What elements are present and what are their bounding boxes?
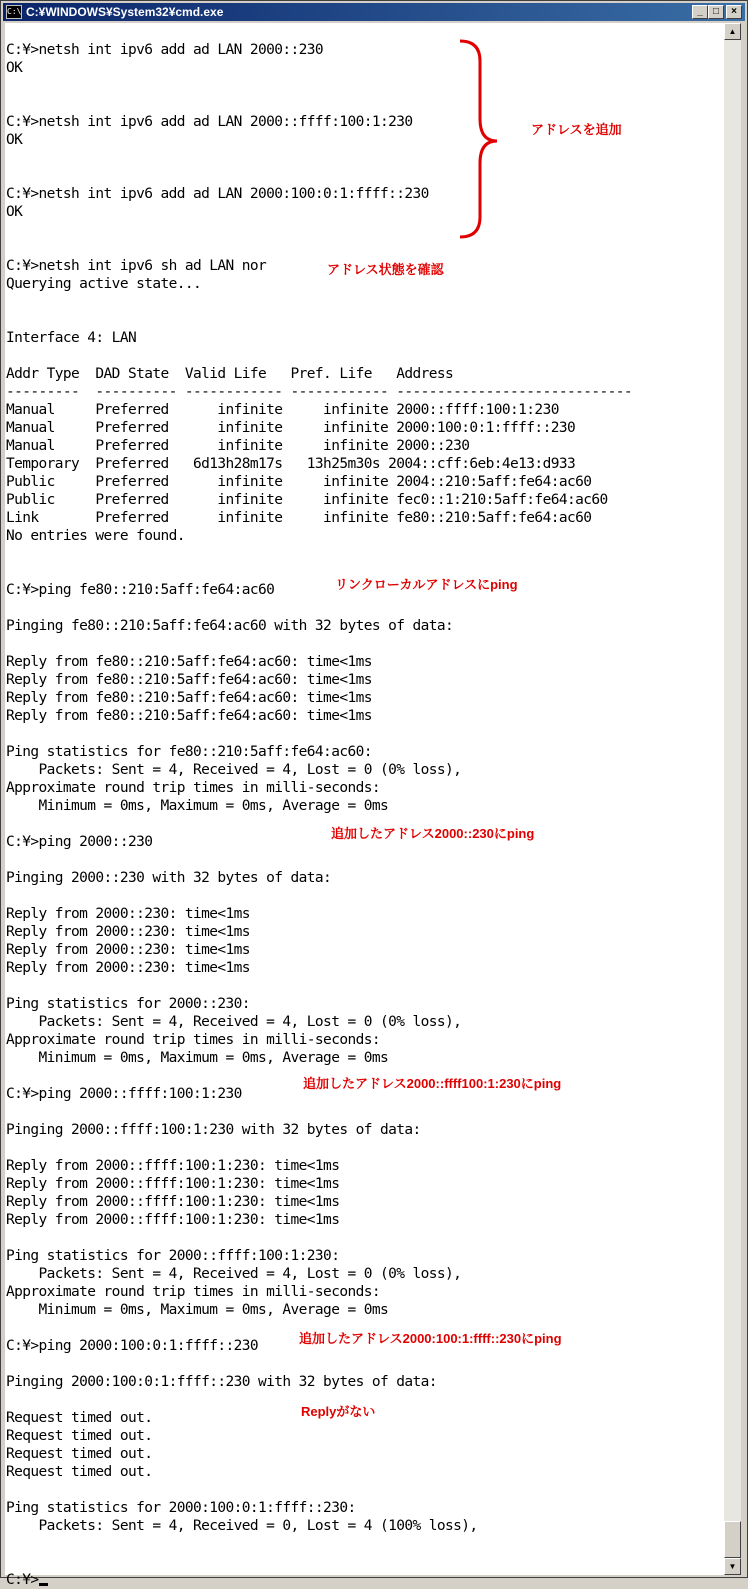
console-line: Manual Preferred infinite infinite 2000::ffff:100:1:230 [6,402,559,418]
console-line: Reply from 2000::230: time<1ms [6,924,250,940]
console-line: Pinging 2000::230 with 32 bytes of data: [6,870,332,886]
brace-annotation-icon [455,39,495,239]
scroll-down-button[interactable] [724,1558,741,1575]
arrow-up-icon: ▲ [728,27,737,36]
console-line: Temporary Preferred 6d13h28m17s 13h25m30s 2004::cff:6eb:4e13:d933 [6,456,576,472]
annotation-add-address: アドレスを追加 [531,122,622,137]
console-line: Packets: Sent = 4, Received = 4, Lost = 0 (0% loss), [6,1014,462,1030]
console-line: Approximate round trip times in milli-seconds: [6,780,380,796]
window-title: C:¥WINDOWS¥System32¥cmd.exe [26,5,224,19]
console-line: Packets: Sent = 4, Received = 4, Lost = 0 (0% loss), [6,762,462,778]
annotation-ping-linklocal: リンクローカルアドレスにping [335,577,518,592]
console-line: --------- ---------- ------------ ------------ ----------------------------- [6,384,632,400]
console-line: Reply from fe80::210:5aff:fe64:ac60: time<1ms [6,654,372,670]
console-line: Public Preferred infinite infinite fec0::1:210:5aff:fe64:ac60 [6,492,608,508]
scroll-thumb[interactable] [724,1521,741,1558]
text-cursor [39,1583,48,1586]
title-bar[interactable] [3,3,745,21]
cmd-icon[interactable]: C:\ [6,5,22,19]
console-line: C:¥>netsh int ipv6 add ad LAN 2000:100:0:1:ffff::230 [6,186,429,202]
console-line: Reply from 2000::230: time<1ms [6,906,250,922]
console-line: Pinging 2000::ffff:100:1:230 with 32 bytes of data: [6,1122,421,1138]
console-line: Pinging fe80::210:5aff:fe64:ac60 with 32 bytes of data: [6,618,454,634]
console-line: Minimum = 0ms, Maximum = 0ms, Average = 0ms [6,1302,389,1318]
console-line: Reply from fe80::210:5aff:fe64:ac60: time<1ms [6,690,372,706]
console-line: Request timed out. [6,1410,153,1426]
console-line: Request timed out. [6,1464,153,1480]
console-line: Ping statistics for fe80::210:5aff:fe64:ac60: [6,744,372,760]
console-line: C:¥>netsh int ipv6 add ad LAN 2000::ffff:100:1:230 [6,114,413,130]
console-line: Manual Preferred infinite infinite 2000::230 [6,438,470,454]
window-controls [692,5,742,19]
annotation-ping-ffff: 追加したアドレス2000::ffff100:1:230にping [303,1076,562,1091]
console-line: Request timed out. [6,1446,153,1462]
minimize-button[interactable] [692,5,708,19]
console-line: C:¥>ping fe80::210:5aff:fe64:ac60 [6,582,275,598]
console-line: C:¥>ping 2000::230 [6,834,153,850]
annotation-check-state: アドレス状態を確認 [327,262,444,277]
console-line: Minimum = 0ms, Maximum = 0ms, Average = 0ms [6,1050,389,1066]
console-line: Manual Preferred infinite infinite 2000:100:0:1:ffff::230 [6,420,576,436]
console-line: Pinging 2000:100:0:1:ffff::230 with 32 bytes of data: [6,1374,437,1390]
console-line: OK [6,204,23,220]
minimize-icon: _ [697,6,703,17]
console-line: Public Preferred infinite infinite 2004::210:5aff:fe64:ac60 [6,474,592,490]
maximize-icon: □ [712,6,720,17]
console-output[interactable] [5,23,724,1588]
annotation-no-reply: Replyがない [301,1404,376,1419]
console-line: C:¥> [6,1572,39,1588]
console-line: Interface 4: LAN [6,330,137,346]
console-line: Approximate round trip times in milli-seconds: [6,1284,380,1300]
arrow-down-icon: ▼ [728,1562,737,1571]
console-line: Reply from 2000::ffff:100:1:230: time<1ms [6,1194,340,1210]
console-line: Reply from 2000::ffff:100:1:230: time<1ms [6,1158,340,1174]
vertical-scrollbar[interactable] [724,23,741,1575]
console-line: Reply from 2000::ffff:100:1:230: time<1ms [6,1176,340,1192]
console-line: Request timed out. [6,1428,153,1444]
console-line: Addr Type DAD State Valid Life Pref. Life Address [6,366,454,382]
console-line: C:¥>ping 2000:100:0:1:ffff::230 [6,1338,259,1354]
console-line: Reply from fe80::210:5aff:fe64:ac60: time<1ms [6,708,372,724]
console-line: OK [6,132,23,148]
console-line: OK [6,60,23,76]
console-line: Ping statistics for 2000:100:0:1:ffff::230: [6,1500,356,1516]
console-line: Reply from 2000::230: time<1ms [6,960,250,976]
console-line: Minimum = 0ms, Maximum = 0ms, Average = 0ms [6,798,389,814]
console-line: Ping statistics for 2000::230: [6,996,250,1012]
scroll-up-button[interactable] [724,23,741,40]
annotation-ping-100: 追加したアドレス2000:100:1:ffff::230にping [299,1331,562,1346]
console-text [6,23,632,1589]
maximize-button[interactable] [708,5,724,19]
close-button[interactable] [726,5,742,19]
console-line: Ping statistics for 2000::ffff:100:1:230: [6,1248,340,1264]
console-line: C:¥>netsh int ipv6 add ad LAN 2000::230 [6,42,324,58]
console-line: No entries were found. [6,528,185,544]
console-line: Link Preferred infinite infinite fe80::210:5aff:fe64:ac60 [6,510,592,526]
console-line: Reply from 2000::ffff:100:1:230: time<1ms [6,1212,340,1228]
close-icon: × [731,6,737,17]
console-line: Approximate round trip times in milli-seconds: [6,1032,380,1048]
console-line: Packets: Sent = 4, Received = 4, Lost = 0 (0% loss), [6,1266,462,1282]
console-line: C:¥>ping 2000::ffff:100:1:230 [6,1086,242,1102]
console-line: C:¥>netsh int ipv6 sh ad LAN nor [6,258,267,274]
console-line: Reply from 2000::230: time<1ms [6,942,250,958]
annotation-ping-2000-230: 追加したアドレス2000::230にping [331,826,535,841]
console-line: Packets: Sent = 4, Received = 0, Lost = 4 (100% loss), [6,1518,478,1534]
console-line: Querying active state... [6,276,202,292]
console-line: Reply from fe80::210:5aff:fe64:ac60: time<1ms [6,672,372,688]
